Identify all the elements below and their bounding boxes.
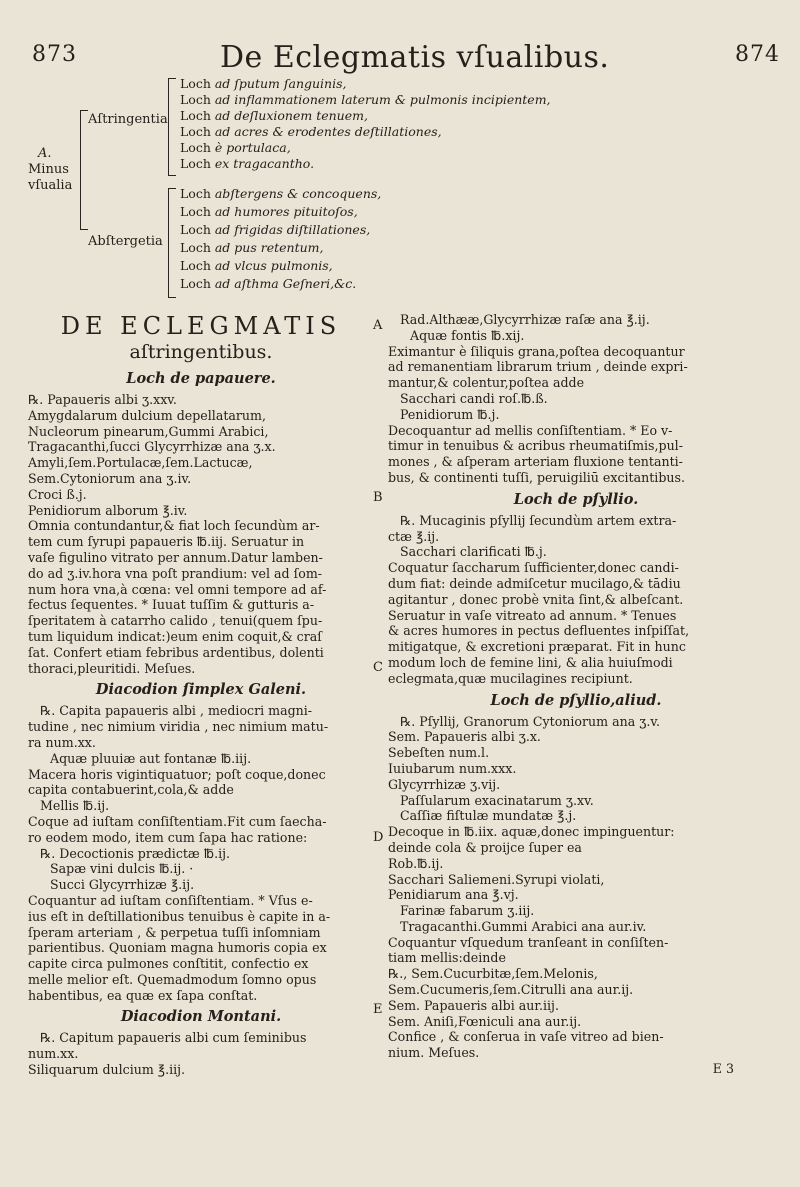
text-line: Sem.Cucumeris,ſem.Citrulli ana aur.ij.	[388, 982, 634, 998]
text-line: & acres humores in pectus defluentes inſpiſſat,	[388, 623, 690, 639]
margin-mark-c: C	[373, 660, 383, 675]
text-line: num.xx.	[28, 1046, 79, 1062]
astringentia-item: Loch ex tragacantho.	[180, 156, 315, 171]
text-line: Decoque in ℔.iix. aquæ,donec impinguentur:	[388, 824, 675, 840]
text-line: Sem. Aniſi,Fœniculi ana aur.ij.	[388, 1013, 582, 1029]
astringentia-item: Loch è portulaca,	[180, 140, 291, 155]
astringentia-label: Aſtringentia	[88, 112, 168, 127]
text-line: tiam mellis:deinde	[388, 950, 506, 966]
margin-mark-b: B	[373, 490, 383, 505]
root-brace	[80, 110, 81, 230]
text-line: Mellis ℔.ij.	[40, 798, 110, 814]
abstergentia-item: Loch ad frigidas diſtillationes,	[180, 222, 371, 237]
left-column	[28, 312, 374, 1078]
margin-mark-e: E	[373, 1002, 383, 1017]
classification-outline	[28, 76, 788, 312]
text-line: Confice , & conſerua in vaſe vitreo ad bien-	[388, 1029, 664, 1045]
text-line: Sacchari candi roſ.℔.ß.	[400, 390, 548, 406]
text-line: ius eſt in deſtillationibus tenuibus è capite in a-	[28, 908, 331, 924]
text-line: nium. Meſues.	[388, 1045, 480, 1061]
text-line: Sacchari clarificati ℔.j.	[400, 544, 547, 560]
page-number-left: 873	[32, 42, 77, 67]
text-line: num hora vna,à cœna: vel omni tempore ad af-	[28, 581, 327, 597]
running-title: De Eclegmatis vſualibus.	[220, 40, 610, 75]
text-line: Tragacanthi,ſucci Glycyrrhizæ ana ʒ.x.	[28, 439, 276, 455]
astringentia-brace	[168, 78, 169, 176]
page-number-right: 874	[735, 42, 780, 67]
astringentia-item: Loch ad deſluxionem tenuem,	[180, 108, 368, 123]
astringentia-item: Loch ad acres & erodentes deſtillationes,	[180, 124, 442, 139]
text-line: thoraci,pleuritidi. Meſues.	[28, 660, 196, 676]
text-line: Paſſularum exacinatarum ʒ.xv.	[400, 792, 594, 808]
recipe-heading: Diacodion Montani.	[120, 1008, 282, 1026]
text-line: Amyli,ſem.Portulacæ,ſem.Lactucæ,	[28, 455, 253, 471]
text-line: modum loch de femine lini, & alia huiuſmodi	[388, 654, 673, 670]
text-line: capite circa pulmones conſtitit, confectio ex	[28, 956, 309, 972]
text-line: Nucleorum pinearum,Gummi Arabici,	[28, 423, 269, 439]
text-line: dum fiat: deinde admiſcetur mucilago,& tādiu	[388, 575, 681, 591]
recipe-heading: Loch de pſyllio,aliud.	[490, 691, 662, 709]
text-line: ℞. Mucaginis pſyllij ſecundùm artem extra-	[400, 512, 677, 528]
text-line: Seruatur in vaſe vitreato ad annum. * Tenues	[388, 607, 677, 623]
text-line: Rob.℔.ij.	[388, 855, 444, 871]
abstergentia-item: Loch ad aſthma Geſneri,&c.	[180, 276, 357, 291]
text-line: Penidiorum alborum ℥.iv.	[28, 502, 188, 518]
margin-mark-d: D	[373, 830, 384, 845]
abstergentia-label: Abſtergetia	[88, 234, 163, 249]
text-line: Sem.Cytoniorum ana ʒ.iv.	[28, 470, 192, 486]
abstergentia-item: Loch ad vlcus pulmonis,	[180, 258, 333, 273]
abstergentia-item: Loch ad pus retentum,	[180, 240, 324, 255]
abstergentia-item: Loch abſtergens & concoquens,	[180, 186, 382, 201]
right-column	[388, 312, 764, 1077]
text-line: deinde cola & proijce ſuper ea	[388, 839, 582, 855]
text-line: ſperitatem à catarrho calido , tenui(quem ſpu-	[28, 613, 323, 629]
text-line: bus, & continenti tuſſi, peruigiliū excitantibus.	[388, 469, 685, 485]
text-line: Coquatur ſaccharum ſufficienter,donec candi-	[388, 560, 679, 576]
text-line: Succi Glycyrrhizæ ℥.ij.	[50, 877, 195, 893]
astringentia-item: Loch ad inflammationem laterum & pulmonis incipientem,	[180, 92, 551, 107]
text-line: Rad.Althææ,Glycyrrhizæ raſæ ana ℥.ij.	[400, 312, 650, 327]
text-line: tudine , nec nimium viridia , nec nimium matu-	[28, 719, 329, 735]
text-line: ℞., Sem.Cucurbitæ,ſem.Melonis,	[388, 966, 598, 982]
abstergentia-item: Loch ad humores pituitoſos,	[180, 204, 358, 219]
text-line: Eximantur è ſiliquis grana,poſtea decoquantur	[388, 343, 685, 359]
text-line: Sebeſten num.l.	[388, 745, 490, 761]
abstergentia-brace	[168, 188, 169, 298]
recipe-heading: Loch de pſyllio.	[513, 490, 639, 508]
text-line: Sem. Papaueris albi aur.iij.	[388, 997, 559, 1013]
text-line: ſat. Confert etiam febribus ardentibus, dolenti	[28, 644, 324, 660]
text-line: Aquæ pluuiæ aut fontanæ ℔.iij.	[50, 750, 252, 766]
running-header	[30, 40, 780, 74]
recipe-heading: Diacodion ſimplex Galeni.	[95, 681, 307, 699]
text-line: Macera horis vigintiquatuor; poſt coque,donec	[28, 766, 326, 782]
text-line: tem cum ſyrupi papaueris ℔.iij. Seruatur in	[28, 534, 305, 550]
text-line: vaſe figulino vitrato per annum.Datur lamben-	[28, 549, 323, 565]
text-line: Siliquarum dulcium ℥.iij.	[28, 1062, 186, 1078]
text-line: ctæ ℥.ij.	[388, 528, 440, 544]
text-line: do ad ʒ.iv.hora vna poſt prandium: vel ad ſom-	[28, 565, 323, 581]
text-line: ℞. Papaueris albi ʒ.xxv.	[28, 392, 177, 407]
text-line: parientibus. Quoniam magna humoris copia ex	[28, 940, 327, 956]
astringentia-item: Loch ad ſputum ſanguinis,	[180, 76, 347, 91]
text-line: ℞. Pſyllij, Granorum Cytoniorum ana ʒ.v.	[400, 713, 660, 729]
text-line: mantur,& colentur,poſtea adde	[388, 375, 585, 391]
text-line: ro eodem modo, item cum ſapa hac ratione:	[28, 829, 308, 845]
text-line: ℞. Decoctionis prædictæ ℔.ij.	[40, 845, 231, 861]
text-line: Penidiarum ana ℥.vj.	[388, 887, 519, 903]
signature-mark: E 3	[712, 1061, 734, 1077]
text-line: habentibus, ea quæ ex ſapa conſtat.	[28, 987, 258, 1003]
text-line: capita contabuerint,cola,& adde	[28, 782, 234, 798]
text-line: eclegmata,quæ mucilagines recipiunt.	[388, 670, 633, 686]
text-line: ra num.xx.	[28, 734, 96, 750]
text-line: Tragacanthi.Gummi Arabici ana aur.iv.	[400, 918, 647, 934]
text-line: mitigatque, & excretioni præparat. Fit in hunc	[388, 639, 686, 655]
text-line: Omnia contundantur,& fiat loch ſecundùm ar-	[28, 518, 320, 534]
text-line: Coquantur ad iuſtam conſiſtentiam. * Vſus e-	[28, 892, 313, 908]
text-line: Glycyrrhizæ ʒ.vij.	[388, 776, 501, 792]
text-line: Coque ad iuſtam conſiſtentiam.Fit cum ſaecha-	[28, 813, 327, 829]
text-line: Amygdalarum dulcium depellatarum,	[28, 407, 266, 423]
text-line: Aquæ fontis ℔.xij.	[410, 327, 525, 343]
section-subtitle: aſtringentibus.	[129, 341, 273, 363]
text-line: ℞. Capitum papaueris albi cum ſeminibus	[40, 1030, 307, 1046]
text-line: Farinæ fabarum ʒ.iij.	[400, 903, 535, 919]
text-line: Croci ß.j.	[28, 486, 87, 502]
text-line: Sem. Papaueris albi ʒ.x.	[388, 729, 541, 745]
text-line: tum liquidum indicat:)eum enim coquit,& craſ	[28, 628, 322, 644]
text-line: Sapæ vini dulcis ℔.ij. ·	[50, 861, 194, 877]
recipe-heading: Loch de papauere.	[126, 370, 276, 387]
text-line: Coquantur vſquedum tranſeant in conſiſten-	[388, 934, 669, 950]
text-line: Penidiorum ℔.j.	[400, 406, 500, 422]
text-line: Decoquantur ad mellis conſiſtentiam. * Eo v-	[388, 422, 673, 438]
margin-mark-a: A	[373, 318, 383, 333]
text-line: ad remanentiam librarum trium , deinde expri-	[388, 359, 688, 375]
text-line: ſperam arteriam , & perpetua tuſſi inſomniam	[28, 924, 321, 940]
text-line: Iuiubarum num.xxx.	[388, 760, 517, 776]
text-line: melle melior eſt. Quemadmodum ſomno opus	[28, 971, 317, 987]
outline-root-label: Minus vſualia	[28, 162, 73, 193]
text-line: ℞. Capita papaueris albi , mediocri magni-	[40, 703, 313, 719]
outline-root-marker: A.	[38, 146, 52, 161]
text-line: Caſſiæ fiſtulæ mundatæ ℥.j.	[400, 808, 577, 824]
text-line: fectus ſequentes. * Iuuat tuſſim & gutturis a-	[28, 597, 315, 613]
text-line: mones , & aſperam arteriam fluxione tentanti-	[388, 454, 683, 470]
text-line: Sacchari Saliemeni.Syrupi violati,	[388, 871, 605, 887]
text-line: agitantur , donec probè vnita ſint,& albeſcant.	[388, 591, 684, 607]
text-line: timur in tenuibus & acribus rheumatiſmis,pul-	[388, 438, 683, 454]
section-title: DE ECLEGMATIS	[60, 312, 342, 340]
